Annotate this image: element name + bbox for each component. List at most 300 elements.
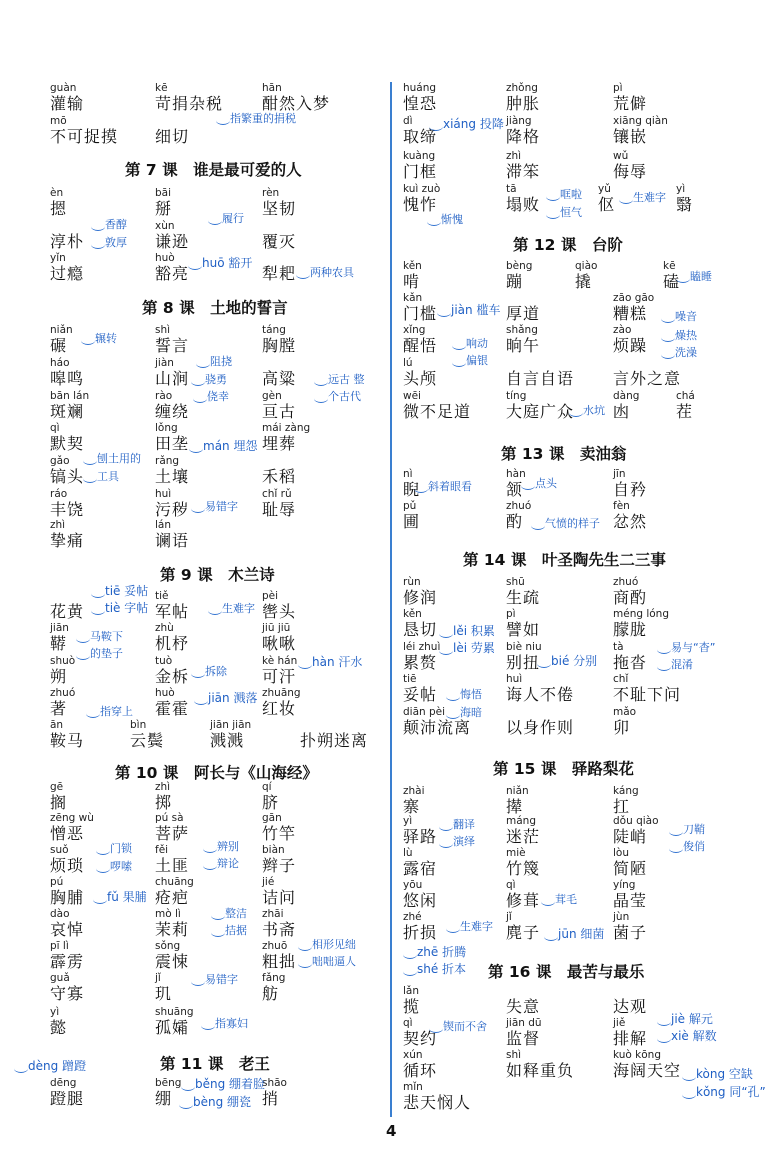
pinyin: yǐn xyxy=(50,252,66,264)
vocab-entry xyxy=(506,1017,542,1049)
vocab-entry xyxy=(506,673,574,705)
vocab-entry xyxy=(403,324,437,356)
pinyin: lǒng xyxy=(155,422,178,434)
vocab-entry xyxy=(613,815,659,847)
pinyin: kǎn xyxy=(403,292,423,304)
pinyin: biè niu xyxy=(506,641,542,653)
annotation-arrow xyxy=(429,122,443,131)
handwritten-note: 指繁重的捐税 xyxy=(230,112,296,125)
chinese-word: 犁耙 xyxy=(262,264,297,283)
pinyin xyxy=(262,252,296,264)
vocab-entry xyxy=(613,1017,647,1049)
chinese-word: 军帖 xyxy=(155,602,190,621)
vocab-entry xyxy=(155,115,189,147)
handwritten-note: 辨别 xyxy=(217,840,239,853)
annotation-arrow xyxy=(208,216,222,225)
column-divider xyxy=(390,82,392,1117)
annotation-arrow xyxy=(446,924,460,933)
chinese-word: 忿然 xyxy=(613,512,648,531)
annotation-arrow xyxy=(211,928,225,937)
pinyin: lǎn xyxy=(403,985,420,997)
vocab-entry xyxy=(506,357,574,389)
vocab-entry xyxy=(50,844,84,876)
vocab-entry xyxy=(506,608,540,640)
chinese-word: 高粱 xyxy=(262,369,297,388)
vocab-entry xyxy=(155,622,189,654)
pinyin: wǔ xyxy=(613,150,629,162)
annotation-arrow xyxy=(657,1034,671,1043)
lesson-heading: 第 11 课 老王 xyxy=(160,1055,270,1073)
pinyin: kē xyxy=(663,260,676,272)
pinyin: jīn xyxy=(613,468,626,480)
pinyin: diān pèi xyxy=(403,706,446,718)
handwritten-note: 啰嗦 xyxy=(110,860,132,873)
handwritten-note: 点头 xyxy=(535,477,557,490)
pinyin: zhì xyxy=(155,781,171,793)
pinyin: tíng xyxy=(506,390,527,402)
annotation-arrow xyxy=(83,456,97,465)
chinese-word: 埋葬 xyxy=(262,434,297,453)
pinyin: jùn xyxy=(613,911,630,923)
handwritten-note: lèi 劳累 xyxy=(453,641,495,655)
pinyin: biàn xyxy=(262,844,285,856)
handwritten-note: 混淆 xyxy=(671,658,693,671)
pinyin: gèn xyxy=(262,390,282,402)
vocab-entry xyxy=(403,673,437,705)
annotation-arrow xyxy=(211,911,225,920)
pinyin xyxy=(50,220,84,232)
chinese-word: 机杼 xyxy=(155,634,190,653)
vocab-entry xyxy=(50,1006,67,1038)
chinese-word: 震悚 xyxy=(155,952,190,971)
handwritten-note: 惭愧 xyxy=(441,213,463,226)
annotation-arrow xyxy=(76,634,90,643)
pinyin: huò xyxy=(155,252,175,264)
vocab-entry xyxy=(50,908,84,940)
vocab-entry xyxy=(50,687,75,719)
pinyin: bēng xyxy=(155,1077,182,1089)
pinyin: zhuāng xyxy=(262,687,301,699)
pinyin: gē xyxy=(50,781,64,793)
vocab-entry xyxy=(613,879,647,911)
pinyin: jiě xyxy=(613,1017,626,1029)
pinyin: lù xyxy=(403,847,413,859)
annotation-arrow xyxy=(314,377,328,386)
pinyin: tiě xyxy=(155,590,169,602)
pinyin xyxy=(262,357,296,369)
handwritten-note: 咄咄逼人 xyxy=(312,955,356,968)
handwritten-note: 辗转 xyxy=(95,332,117,345)
annotation-arrow xyxy=(446,710,460,719)
chinese-word: 诲人不倦 xyxy=(506,685,575,704)
chinese-word: 碾 xyxy=(50,336,68,355)
vocab-entry xyxy=(50,390,89,422)
chinese-word: 侮辱 xyxy=(613,162,648,181)
chinese-word: 商酌 xyxy=(613,588,648,607)
chinese-word: 悠闲 xyxy=(403,891,438,910)
pinyin: hàn xyxy=(506,468,526,480)
vocab-entry xyxy=(613,1049,681,1081)
handwritten-note: tiē 妥帖 xyxy=(105,584,149,598)
handwritten-note: 燥热 xyxy=(675,329,697,342)
vocab-entry xyxy=(155,324,189,356)
page-number: 4 xyxy=(386,1122,397,1140)
vocab-entry xyxy=(506,785,529,817)
pinyin: niǎn xyxy=(50,324,73,336)
pinyin: shū xyxy=(506,576,525,588)
annotation-arrow xyxy=(439,839,453,848)
chinese-word: 丰饶 xyxy=(50,500,85,519)
handwritten-note: 阻挠 xyxy=(210,355,232,368)
vocab-entry xyxy=(262,972,285,1004)
vocab-entry xyxy=(403,260,422,292)
chinese-word: 默契 xyxy=(50,434,85,453)
vocab-entry xyxy=(403,911,437,943)
handwritten-note: zhē 折腾 xyxy=(417,945,467,959)
pinyin xyxy=(300,719,368,731)
chinese-word: 悲天悯人 xyxy=(403,1093,472,1112)
pinyin: fěi xyxy=(155,844,169,856)
chinese-word: 镐头 xyxy=(50,467,85,486)
vocab-entry xyxy=(155,357,189,389)
vocab-entry xyxy=(676,390,695,422)
chinese-word: 守寡 xyxy=(50,984,85,1003)
chinese-word: 滞笨 xyxy=(506,162,541,181)
pinyin: chá xyxy=(676,390,695,402)
chinese-word: 禾稻 xyxy=(262,467,297,486)
vocab-entry xyxy=(506,292,540,324)
pinyin: kěn xyxy=(403,260,422,272)
pinyin: xùn xyxy=(155,220,175,232)
pinyin: háo xyxy=(50,357,70,369)
pinyin: tiē xyxy=(403,673,417,685)
chinese-word: 鞯 xyxy=(50,634,68,653)
pinyin: yōu xyxy=(403,879,423,891)
chinese-word: 胸脯 xyxy=(50,888,85,907)
chinese-word: 监督 xyxy=(506,1029,541,1048)
pinyin: ráo xyxy=(50,488,68,500)
vocab-entry xyxy=(613,115,668,147)
chinese-word: 麂子 xyxy=(506,923,541,942)
vocab-entry xyxy=(403,500,420,532)
pinyin: jiū jiū xyxy=(262,622,291,634)
vocab-entry xyxy=(403,357,437,389)
annotation-arrow xyxy=(181,1082,195,1091)
chinese-word: 脐 xyxy=(262,793,280,812)
chinese-word: 菌子 xyxy=(613,923,648,942)
chinese-word: 譬如 xyxy=(506,620,541,639)
handwritten-note: jūn 细菌 xyxy=(558,927,605,941)
vocab-entry xyxy=(403,641,440,673)
vocab-entry xyxy=(403,785,425,817)
pinyin: dēng xyxy=(50,1077,77,1089)
chinese-word: 寨 xyxy=(403,797,421,816)
chinese-word: 掰 xyxy=(155,199,173,218)
chinese-word: 苛捐杂税 xyxy=(155,94,224,113)
chinese-word: 粗拙 xyxy=(262,952,297,971)
pinyin: yì xyxy=(403,815,413,827)
vocab-entry xyxy=(262,655,297,687)
vocab-entry xyxy=(155,940,189,972)
vocab-entry xyxy=(155,252,189,284)
lesson-heading: 第 9 课 木兰诗 xyxy=(160,566,275,584)
vocab-entry xyxy=(403,390,471,422)
pinyin xyxy=(506,292,540,304)
vocab-entry xyxy=(50,252,84,284)
pinyin: jǐ xyxy=(155,972,161,984)
chinese-word: 疮疤 xyxy=(155,888,190,907)
pinyin: shì xyxy=(506,1049,522,1061)
handwritten-note: 易错字 xyxy=(205,973,238,986)
vocab-entry xyxy=(262,781,279,813)
pinyin: lán xyxy=(155,519,172,531)
chinese-word: 圃 xyxy=(403,512,421,531)
chinese-word: 蹬腿 xyxy=(50,1089,85,1108)
chinese-word: 自矜 xyxy=(613,480,648,499)
chinese-word: 扑朔迷离 xyxy=(300,731,369,750)
handwritten-note: tiè 字帖 xyxy=(105,601,149,615)
handwritten-note: 刨土用的 xyxy=(97,452,141,465)
vocab-entry xyxy=(575,260,597,292)
annotation-arrow xyxy=(439,646,453,655)
chinese-word: 迷茫 xyxy=(506,827,541,846)
annotation-arrow xyxy=(296,270,310,279)
annotation-arrow xyxy=(193,394,207,403)
handwritten-note: hàn 汗水 xyxy=(312,655,363,669)
pinyin: shuò xyxy=(50,655,76,667)
annotation-arrow xyxy=(188,261,202,270)
vocab-entry xyxy=(506,115,540,147)
chinese-word: 淳朴 xyxy=(50,232,85,251)
pinyin: jiān dū xyxy=(506,1017,542,1029)
chinese-word: 凼 xyxy=(613,402,631,421)
handwritten-note: 海暗 xyxy=(460,706,482,719)
annotation-arrow xyxy=(437,308,451,317)
pinyin: lòu xyxy=(613,847,629,859)
chinese-word: 嗥鸣 xyxy=(50,369,85,388)
chinese-word: 斑斓 xyxy=(50,402,85,421)
pinyin: rèn xyxy=(262,187,280,199)
pinyin: zēng wù xyxy=(50,812,94,824)
chinese-word: 坚韧 xyxy=(262,199,297,218)
vocab-entry xyxy=(613,911,647,943)
chinese-word: 山涧 xyxy=(155,369,190,388)
vocab-entry xyxy=(403,608,437,640)
pinyin: huì xyxy=(506,673,523,685)
pinyin: qì xyxy=(50,422,60,434)
annotation-arrow xyxy=(446,692,460,701)
vocab-entry xyxy=(506,576,540,608)
handwritten-note: 马鞍下 xyxy=(90,630,123,643)
annotation-arrow xyxy=(203,844,217,853)
vocab-entry xyxy=(506,260,532,292)
handwritten-note: 门锁 xyxy=(110,842,132,855)
handwritten-note: 生难字 xyxy=(460,920,493,933)
pinyin: zào xyxy=(613,324,632,336)
chinese-word: 搁 xyxy=(50,793,68,812)
pinyin xyxy=(506,985,540,997)
chinese-word: 云鬓 xyxy=(130,731,165,750)
annotation-arrow xyxy=(91,222,105,231)
chinese-word: 竹竿 xyxy=(262,824,297,843)
vocab-entry xyxy=(262,590,296,622)
handwritten-note: 拮据 xyxy=(225,924,247,937)
handwritten-note: 履行 xyxy=(222,212,244,225)
handwritten-note: 指穿上 xyxy=(100,705,133,718)
vocab-entry xyxy=(403,847,437,879)
pinyin: guàn xyxy=(50,82,77,94)
vocab-entry xyxy=(50,719,84,751)
pinyin: huì xyxy=(155,488,172,500)
annotation-arrow xyxy=(682,1090,696,1099)
chinese-word: 磕 xyxy=(663,272,681,291)
vocab-entry xyxy=(262,908,296,940)
pinyin xyxy=(506,357,574,369)
chinese-word: 竹篾 xyxy=(506,859,541,878)
vocab-entry xyxy=(155,876,194,908)
vocab-entry xyxy=(155,519,189,551)
pinyin: chuāng xyxy=(155,876,194,888)
vocab-entry xyxy=(262,357,296,389)
handwritten-note: 易错字 xyxy=(205,500,238,513)
chinese-word: 修葺 xyxy=(506,891,541,910)
chinese-word: 简陋 xyxy=(613,859,648,878)
annotation-arrow xyxy=(429,1024,443,1033)
chinese-word: 糟糕 xyxy=(613,304,648,323)
handwritten-note: 演绎 xyxy=(453,835,475,848)
annotation-arrow xyxy=(191,377,205,386)
pinyin: mò lì xyxy=(155,908,181,920)
vocab-entry xyxy=(50,876,84,908)
chinese-word: 揽 xyxy=(403,997,421,1016)
lesson-heading: 第 13 课 卖油翁 xyxy=(501,445,627,463)
chinese-word: 驿路 xyxy=(403,827,438,846)
vocab-entry xyxy=(155,781,172,813)
vocab-entry xyxy=(50,357,84,389)
pinyin: dào xyxy=(50,908,70,920)
handwritten-note: 气愤的样子 xyxy=(545,517,600,530)
chinese-word: 晌午 xyxy=(506,336,541,355)
chinese-word: 污秽 xyxy=(155,500,190,519)
vocab-entry xyxy=(613,468,647,500)
pinyin: suǒ xyxy=(50,844,69,856)
chinese-word: 惶恐 xyxy=(403,94,438,113)
pinyin: shāo xyxy=(262,1077,287,1089)
handwritten-note: 骁勇 xyxy=(205,373,227,386)
lesson-heading: 第 15 课 驿路梨花 xyxy=(493,760,634,778)
pinyin: dǒu qiào xyxy=(613,815,659,827)
handwritten-note: huō 豁开 xyxy=(202,256,253,270)
vocab-entry xyxy=(403,576,437,608)
chinese-word: 撵 xyxy=(506,797,524,816)
chinese-word: 达观 xyxy=(613,997,648,1016)
handwritten-note: 整洁 xyxy=(225,907,247,920)
pinyin: wēi xyxy=(403,390,421,402)
annotation-arrow xyxy=(194,696,208,705)
vocab-entry xyxy=(262,1077,287,1109)
annotation-arrow xyxy=(83,474,97,483)
vocab-entry xyxy=(613,673,681,705)
annotation-arrow xyxy=(669,827,683,836)
pinyin xyxy=(613,985,647,997)
chinese-word: 睨 xyxy=(403,480,421,499)
annotation-arrow xyxy=(96,864,110,873)
handwritten-note: 翻译 xyxy=(453,818,475,831)
handwritten-note: 远古 整 xyxy=(328,373,365,386)
handwritten-note: 个古代 xyxy=(328,390,361,403)
annotation-arrow xyxy=(682,1072,696,1081)
vocab-entry xyxy=(403,1049,437,1081)
handwritten-note: 工具 xyxy=(97,470,119,483)
chinese-word: 翳 xyxy=(676,195,694,214)
annotation-arrow xyxy=(414,484,428,493)
pinyin: máng xyxy=(506,815,536,827)
handwritten-note: jiàn 槛车 xyxy=(451,303,501,317)
pinyin: jǐ xyxy=(506,911,512,923)
chinese-word: 晶莹 xyxy=(613,891,648,910)
vocab-entry xyxy=(50,622,69,654)
pinyin xyxy=(262,220,296,232)
handwritten-note: 辩论 xyxy=(217,857,239,870)
vocab-entry xyxy=(403,879,437,911)
vocab-entry xyxy=(50,590,84,622)
annotation-arrow xyxy=(91,589,105,598)
pinyin: shì xyxy=(155,324,171,336)
vocab-entry xyxy=(506,150,540,182)
handwritten-note: 易与“杳” xyxy=(671,641,716,654)
chinese-word: 著 xyxy=(50,699,68,718)
vocab-entry xyxy=(155,908,189,940)
vocab-entry xyxy=(506,706,574,738)
pinyin: sǒng xyxy=(155,940,181,952)
annotation-arrow xyxy=(669,844,683,853)
vocab-entry xyxy=(262,324,296,356)
lesson-heading: 第 8 课 土地的誓言 xyxy=(142,299,288,317)
vocab-entry xyxy=(613,390,639,422)
vocab-entry xyxy=(506,641,542,673)
vocab-entry xyxy=(50,82,84,114)
chinese-word: 鞍马 xyxy=(50,731,85,750)
chinese-word: 醒悟 xyxy=(403,336,438,355)
chinese-word: 孤孀 xyxy=(155,1018,190,1037)
pinyin: xǐng xyxy=(403,324,426,336)
chinese-word: 辔头 xyxy=(262,602,297,621)
pinyin: léi zhuì xyxy=(403,641,441,653)
handwritten-note: 侥幸 xyxy=(207,390,229,403)
vocab-entry xyxy=(50,972,84,1004)
vocab-entry xyxy=(155,390,189,422)
pinyin: gǎo xyxy=(50,455,70,467)
pinyin: qì xyxy=(506,879,516,891)
vocab-entry xyxy=(155,844,189,876)
annotation-arrow xyxy=(191,504,205,513)
chinese-word: 扛 xyxy=(613,797,631,816)
pinyin: bāi xyxy=(155,187,172,199)
handwritten-note: xiáng 投降 xyxy=(443,117,504,131)
annotation-arrow xyxy=(14,1064,28,1073)
handwritten-note: dèng 蹭蹬 xyxy=(28,1059,87,1073)
chinese-word: 愧怍 xyxy=(403,195,438,214)
vocab-entry xyxy=(403,115,437,147)
right-column xyxy=(393,0,782,1159)
annotation-arrow xyxy=(546,192,560,201)
annotation-arrow xyxy=(298,959,312,968)
pinyin: mǐn xyxy=(403,1081,423,1093)
vocab-entry xyxy=(155,687,189,719)
vocab-entry xyxy=(50,324,73,356)
pinyin: miè xyxy=(506,847,526,859)
annotation-arrow xyxy=(91,606,105,615)
